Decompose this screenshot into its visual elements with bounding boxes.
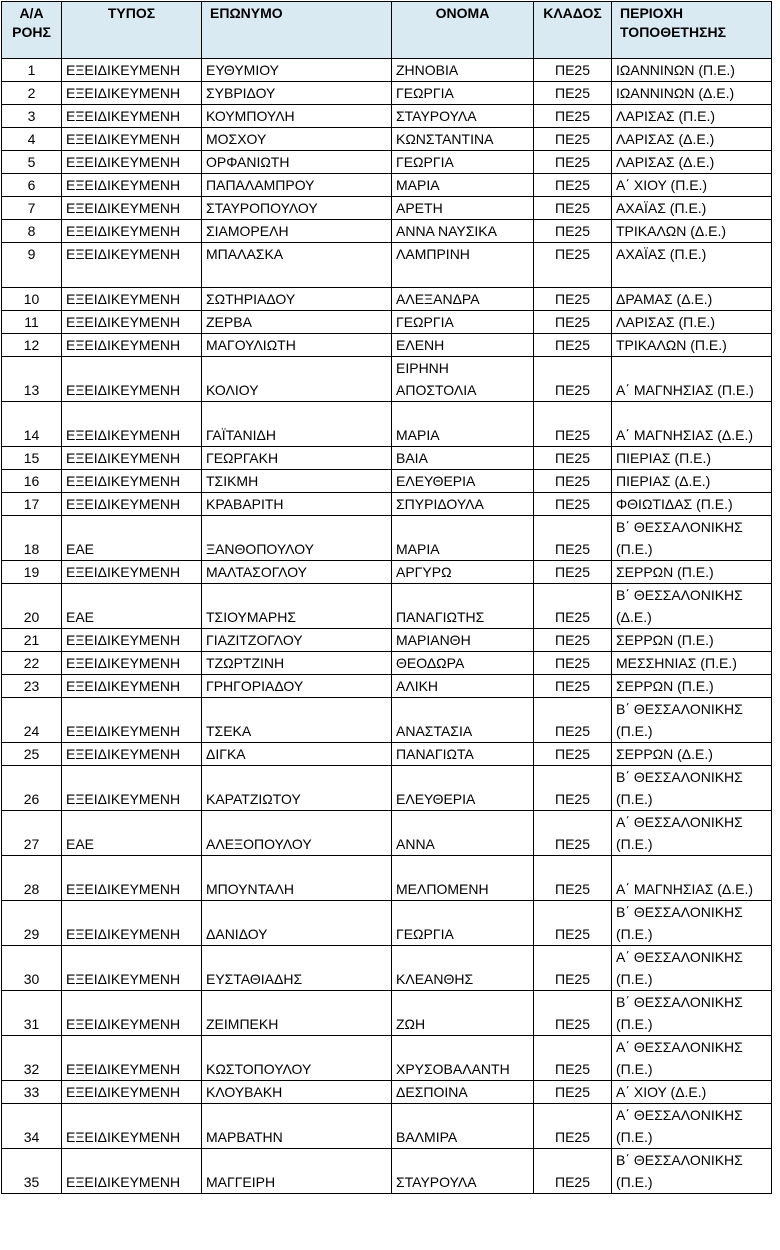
cell-branch: ΠΕ25 bbox=[534, 59, 612, 82]
cell-branch: ΠΕ25 bbox=[534, 1104, 612, 1149]
cell-branch: ΠΕ25 bbox=[534, 811, 612, 856]
table-row bbox=[2, 105, 772, 128]
placement-table bbox=[1, 1, 772, 1194]
cell-region: ΜΕΣΣΗΝΙΑΣ (Π.Ε.) bbox=[612, 652, 772, 675]
cell-region: Β΄ ΘΕΣΣΑΛΟΝΙΚΗΣ (Π.Ε.) bbox=[612, 991, 772, 1036]
cell-surname: ΣΙΑΜΟΡΕΛΗ bbox=[202, 220, 392, 243]
cell-surname: ΔΙΓΚΑ bbox=[202, 743, 392, 766]
cell-no: 11 bbox=[2, 311, 62, 334]
cell-no: 12 bbox=[2, 334, 62, 357]
cell-no: 27 bbox=[2, 811, 62, 856]
cell-surname: ΕΥΘΥΜΙΟΥ bbox=[202, 59, 392, 82]
cell-surname: ΚΟΥΜΠΟΥΛΗ bbox=[202, 105, 392, 128]
cell-branch: ΠΕ25 bbox=[534, 561, 612, 584]
cell-name: ΣΤΑΥΡΟΥΛΑ bbox=[392, 105, 534, 128]
cell-branch: ΠΕ25 bbox=[534, 584, 612, 629]
cell-surname: ΠΑΠΑΛΑΜΠΡΟΥ bbox=[202, 174, 392, 197]
cell-no: 16 bbox=[2, 470, 62, 493]
cell-surname: ΜΟΣΧΟΥ bbox=[202, 128, 392, 151]
cell-surname: ΤΣΙΚΜΗ bbox=[202, 470, 392, 493]
table-row bbox=[2, 991, 772, 1036]
cell-branch: ΠΕ25 bbox=[534, 470, 612, 493]
cell-name: ΒΑΙΑ bbox=[392, 447, 534, 470]
cell-surname: ΓΕΩΡΓΑΚΗ bbox=[202, 447, 392, 470]
cell-type: ΕΞΕΙΔΙΚΕΥΜΕΝΗ bbox=[62, 675, 202, 698]
cell-branch: ΠΕ25 bbox=[534, 105, 612, 128]
cell-no: 23 bbox=[2, 675, 62, 698]
cell-name: ΑΡΓΥΡΩ bbox=[392, 561, 534, 584]
table-row bbox=[2, 901, 772, 946]
cell-name: ΖΩΗ bbox=[392, 991, 534, 1036]
cell-name: ΘΕΟΔΩΡΑ bbox=[392, 652, 534, 675]
cell-branch: ΠΕ25 bbox=[534, 288, 612, 311]
cell-name: ΑΝΝΑ ΝΑΥΣΙΚΑ bbox=[392, 220, 534, 243]
cell-name: ΜΑΡΙΑΝΘΗ bbox=[392, 629, 534, 652]
cell-no: 10 bbox=[2, 288, 62, 311]
cell-type: ΕΞΕΙΔΙΚΕΥΜΕΝΗ bbox=[62, 493, 202, 516]
cell-branch: ΠΕ25 bbox=[534, 675, 612, 698]
cell-region: ΣΕΡΡΩΝ (Π.Ε.) bbox=[612, 561, 772, 584]
cell-branch: ΠΕ25 bbox=[534, 334, 612, 357]
cell-branch: ΠΕ25 bbox=[534, 174, 612, 197]
cell-surname: ΚΩΣΤΟΠΟΥΛΟΥ bbox=[202, 1036, 392, 1081]
table-row bbox=[2, 174, 772, 197]
cell-region: Β΄ ΘΕΣΣΑΛΟΝΙΚΗΣ (Π.Ε.) bbox=[612, 1149, 772, 1194]
cell-type: ΕΞΕΙΔΙΚΕΥΜΕΝΗ bbox=[62, 1104, 202, 1149]
cell-no: 6 bbox=[2, 174, 62, 197]
cell-name: ΓΕΩΡΓΙΑ bbox=[392, 151, 534, 174]
cell-type: ΕΞΕΙΔΙΚΕΥΜΕΝΗ bbox=[62, 946, 202, 991]
table-row bbox=[2, 743, 772, 766]
cell-branch: ΠΕ25 bbox=[534, 220, 612, 243]
cell-region: Α΄ ΧΙΟΥ (Δ.Ε.) bbox=[612, 1081, 772, 1104]
cell-type: ΕΞΕΙΔΙΚΕΥΜΕΝΗ bbox=[62, 288, 202, 311]
cell-region: Β΄ ΘΕΣΣΑΛΟΝΙΚΗΣ (Δ.Ε.) bbox=[612, 584, 772, 629]
cell-type: ΕΞΕΙΔΙΚΕΥΜΕΝΗ bbox=[62, 991, 202, 1036]
cell-name: ΓΕΩΡΓΙΑ bbox=[392, 311, 534, 334]
cell-no: 25 bbox=[2, 743, 62, 766]
cell-branch: ΠΕ25 bbox=[534, 856, 612, 901]
table-row bbox=[2, 402, 772, 447]
cell-no: 3 bbox=[2, 105, 62, 128]
cell-type: ΕΞΕΙΔΙΚΕΥΜΕΝΗ bbox=[62, 197, 202, 220]
cell-type: ΕΞΕΙΔΙΚΕΥΜΕΝΗ bbox=[62, 470, 202, 493]
cell-branch: ΠΕ25 bbox=[534, 402, 612, 447]
cell-no: 19 bbox=[2, 561, 62, 584]
cell-surname: ΜΠΑΛΑΣΚΑ bbox=[202, 243, 392, 288]
cell-no: 7 bbox=[2, 197, 62, 220]
cell-region: Β΄ ΘΕΣΣΑΛΟΝΙΚΗΣ (Π.Ε.) bbox=[612, 766, 772, 811]
cell-no: 28 bbox=[2, 856, 62, 901]
cell-type: ΕΞΕΙΔΙΚΕΥΜΕΝΗ bbox=[62, 59, 202, 82]
table-row bbox=[2, 151, 772, 174]
cell-surname: ΤΖΩΡΤΖΙΝΗ bbox=[202, 652, 392, 675]
cell-no: 30 bbox=[2, 946, 62, 991]
cell-surname: ΜΑΡΒΑΤΗΝ bbox=[202, 1104, 392, 1149]
cell-no: 35 bbox=[2, 1149, 62, 1194]
cell-surname: ΜΑΓΓΕΙΡΗ bbox=[202, 1149, 392, 1194]
header-branch: ΚΛΑΔΟΣ bbox=[534, 2, 612, 59]
table-row bbox=[2, 197, 772, 220]
cell-type: ΕΞΕΙΔΙΚΕΥΜΕΝΗ bbox=[62, 334, 202, 357]
cell-type: ΕΞΕΙΔΙΚΕΥΜΕΝΗ bbox=[62, 105, 202, 128]
header-region: ΠΕΡΙΟΧΗ ΤΟΠΟΘΕΤΗΣΗΣ bbox=[612, 2, 772, 59]
cell-name: ΓΕΩΡΓΙΑ bbox=[392, 82, 534, 105]
table-row bbox=[2, 311, 772, 334]
cell-name: ΣΤΑΥΡΟΥΛΑ bbox=[392, 1149, 534, 1194]
cell-type: ΕΞΕΙΔΙΚΕΥΜΕΝΗ bbox=[62, 357, 202, 402]
table-row bbox=[2, 516, 772, 561]
cell-no: 4 bbox=[2, 128, 62, 151]
cell-surname: ΤΣΙΟΥΜΑΡΗΣ bbox=[202, 584, 392, 629]
cell-name: ΠΑΝΑΓΙΩΤΗΣ bbox=[392, 584, 534, 629]
cell-no: 17 bbox=[2, 493, 62, 516]
cell-name: ΜΑΡΙΑ bbox=[392, 516, 534, 561]
cell-name: ΑΡΕΤΗ bbox=[392, 197, 534, 220]
cell-region: ΑΧΑΪΑΣ (Π.Ε.) bbox=[612, 197, 772, 220]
cell-type: ΕΞΕΙΔΙΚΕΥΜΕΝΗ bbox=[62, 243, 202, 288]
cell-surname: ΚΛΟΥΒΑΚΗ bbox=[202, 1081, 392, 1104]
cell-branch: ΠΕ25 bbox=[534, 1036, 612, 1081]
cell-type: ΕΞΕΙΔΙΚΕΥΜΕΝΗ bbox=[62, 652, 202, 675]
cell-type: ΕΞΕΙΔΙΚΕΥΜΕΝΗ bbox=[62, 82, 202, 105]
cell-no: 34 bbox=[2, 1104, 62, 1149]
cell-type: ΕΞΕΙΔΙΚΕΥΜΕΝΗ bbox=[62, 151, 202, 174]
cell-region: ΛΑΡΙΣΑΣ (Π.Ε.) bbox=[612, 105, 772, 128]
cell-name: ΧΡΥΣΟΒΑΛΑΝΤΗ bbox=[392, 1036, 534, 1081]
cell-region: Β΄ ΘΕΣΣΑΛΟΝΙΚΗΣ (Π.Ε.) bbox=[612, 901, 772, 946]
cell-no: 29 bbox=[2, 901, 62, 946]
cell-type: ΕΞΕΙΔΙΚΕΥΜΕΝΗ bbox=[62, 743, 202, 766]
cell-region: ΤΡΙΚΑΛΩΝ (Π.Ε.) bbox=[612, 334, 772, 357]
cell-surname: ΖΕΙΜΠΕΚΗ bbox=[202, 991, 392, 1036]
cell-name: ΒΑΛΜΙΡΑ bbox=[392, 1104, 534, 1149]
table-row bbox=[2, 334, 772, 357]
cell-region: ΦΘΙΩΤΙΔΑΣ (Π.Ε.) bbox=[612, 493, 772, 516]
table-row bbox=[2, 946, 772, 991]
cell-name: ΜΑΡΙΑ bbox=[392, 402, 534, 447]
cell-name: ΣΠΥΡΙΔΟΥΛΑ bbox=[392, 493, 534, 516]
cell-region: ΛΑΡΙΣΑΣ (Π.Ε.) bbox=[612, 311, 772, 334]
cell-surname: ΖΕΡΒΑ bbox=[202, 311, 392, 334]
cell-branch: ΠΕ25 bbox=[534, 743, 612, 766]
cell-branch: ΠΕ25 bbox=[534, 197, 612, 220]
table-row bbox=[2, 220, 772, 243]
cell-surname: ΔΑΝΙΔΟΥ bbox=[202, 901, 392, 946]
cell-region: Β΄ ΘΕΣΣΑΛΟΝΙΚΗΣ (Π.Ε.) bbox=[612, 516, 772, 561]
cell-branch: ΠΕ25 bbox=[534, 1149, 612, 1194]
cell-surname: ΣΤΑΥΡΟΠΟΥΛΟΥ bbox=[202, 197, 392, 220]
cell-type: ΕΞΕΙΔΙΚΕΥΜΕΝΗ bbox=[62, 174, 202, 197]
cell-no: 31 bbox=[2, 991, 62, 1036]
cell-no: 21 bbox=[2, 629, 62, 652]
cell-branch: ΠΕ25 bbox=[534, 1081, 612, 1104]
table-row bbox=[2, 629, 772, 652]
cell-region: Α΄ ΜΑΓΝΗΣΙΑΣ (Δ.Ε.) bbox=[612, 402, 772, 447]
cell-branch: ΠΕ25 bbox=[534, 946, 612, 991]
cell-no: 18 bbox=[2, 516, 62, 561]
cell-type: ΕΞΕΙΔΙΚΕΥΜΕΝΗ bbox=[62, 561, 202, 584]
cell-no: 24 bbox=[2, 698, 62, 743]
cell-region: ΛΑΡΙΣΑΣ (Δ.Ε.) bbox=[612, 128, 772, 151]
cell-region: ΛΑΡΙΣΑΣ (Δ.Ε.) bbox=[612, 151, 772, 174]
cell-name: ΕΛΕΝΗ bbox=[392, 334, 534, 357]
cell-name: ΑΝΑΣΤΑΣΙΑ bbox=[392, 698, 534, 743]
header-row bbox=[2, 2, 772, 59]
cell-no: 32 bbox=[2, 1036, 62, 1081]
cell-type: ΕΞΕΙΔΙΚΕΥΜΕΝΗ bbox=[62, 1081, 202, 1104]
cell-branch: ΠΕ25 bbox=[534, 357, 612, 402]
table-row bbox=[2, 447, 772, 470]
cell-no: 13 bbox=[2, 357, 62, 402]
header-name: ΟΝΟΜΑ bbox=[392, 2, 534, 59]
header-type: ΤΥΠΟΣ bbox=[62, 2, 202, 59]
cell-branch: ΠΕ25 bbox=[534, 516, 612, 561]
cell-region: Β΄ ΘΕΣΣΑΛΟΝΙΚΗΣ (Π.Ε.) bbox=[612, 698, 772, 743]
cell-surname: ΟΡΦΑΝΙΩΤΗ bbox=[202, 151, 392, 174]
cell-branch: ΠΕ25 bbox=[534, 629, 612, 652]
cell-name: ΚΛΕΑΝΘΗΣ bbox=[392, 946, 534, 991]
table-row bbox=[2, 1149, 772, 1194]
cell-name: ΔΕΣΠΟΙΝΑ bbox=[392, 1081, 534, 1104]
cell-branch: ΠΕ25 bbox=[534, 447, 612, 470]
cell-no: 8 bbox=[2, 220, 62, 243]
cell-type: ΕΞΕΙΔΙΚΕΥΜΕΝΗ bbox=[62, 901, 202, 946]
cell-region: ΙΩΑΝΝΙΝΩΝ (Π.Ε.) bbox=[612, 59, 772, 82]
cell-no: 26 bbox=[2, 766, 62, 811]
cell-no: 22 bbox=[2, 652, 62, 675]
cell-name: ΛΑΜΠΡΙΝΗ bbox=[392, 243, 534, 288]
table-row bbox=[2, 288, 772, 311]
cell-branch: ΠΕ25 bbox=[534, 991, 612, 1036]
table-row bbox=[2, 243, 772, 288]
cell-surname: ΓΡΗΓΟΡΙΑΔΟΥ bbox=[202, 675, 392, 698]
cell-name: ΕΙΡΗΝΗ ΑΠΟΣΤΟΛΙΑ bbox=[392, 357, 534, 402]
cell-surname: ΓΙΑΖΙΤΖΟΓΛΟΥ bbox=[202, 629, 392, 652]
cell-no: 33 bbox=[2, 1081, 62, 1104]
table-row bbox=[2, 493, 772, 516]
table-row bbox=[2, 561, 772, 584]
cell-name: ΜΕΛΠΟΜΕΝΗ bbox=[392, 856, 534, 901]
cell-region: Α΄ ΧΙΟΥ (Π.Ε.) bbox=[612, 174, 772, 197]
cell-surname: ΕΥΣΤΑΘΙΑΔΗΣ bbox=[202, 946, 392, 991]
cell-surname: ΣΥΒΡΙΔΟΥ bbox=[202, 82, 392, 105]
cell-branch: ΠΕ25 bbox=[534, 82, 612, 105]
cell-name: ΕΛΕΥΘΕΡΙΑ bbox=[392, 766, 534, 811]
cell-no: 20 bbox=[2, 584, 62, 629]
cell-type: ΕΑΕ bbox=[62, 811, 202, 856]
cell-region: Α΄ ΜΑΓΝΗΣΙΑΣ (Π.Ε.) bbox=[612, 357, 772, 402]
cell-type: ΕΞΕΙΔΙΚΕΥΜΕΝΗ bbox=[62, 447, 202, 470]
cell-region: ΙΩΑΝΝΙΝΩΝ (Δ.Ε.) bbox=[612, 82, 772, 105]
cell-surname: ΜΠΟΥΝΤΑΛΗ bbox=[202, 856, 392, 901]
table-row bbox=[2, 652, 772, 675]
cell-branch: ΠΕ25 bbox=[534, 151, 612, 174]
cell-region: Α΄ ΘΕΣΣΑΛΟΝΙΚΗΣ (Π.Ε.) bbox=[612, 1036, 772, 1081]
cell-region: ΠΙΕΡΙΑΣ (Π.Ε.) bbox=[612, 447, 772, 470]
cell-no: 9 bbox=[2, 243, 62, 288]
cell-branch: ΠΕ25 bbox=[534, 243, 612, 288]
cell-type: ΕΞΕΙΔΙΚΕΥΜΕΝΗ bbox=[62, 311, 202, 334]
cell-surname: ΑΛΕΞΟΠΟΥΛΟΥ bbox=[202, 811, 392, 856]
cell-no: 15 bbox=[2, 447, 62, 470]
cell-no: 2 bbox=[2, 82, 62, 105]
cell-region: ΑΧΑΪΑΣ (Π.Ε.) bbox=[612, 243, 772, 288]
cell-name: ΖΗΝΟΒΙΑ bbox=[392, 59, 534, 82]
table-row bbox=[2, 584, 772, 629]
table-row bbox=[2, 128, 772, 151]
table-row bbox=[2, 1081, 772, 1104]
table-row bbox=[2, 470, 772, 493]
cell-branch: ΠΕ25 bbox=[534, 766, 612, 811]
table-row bbox=[2, 856, 772, 901]
cell-name: ΑΝΝΑ bbox=[392, 811, 534, 856]
cell-type: ΕΞΕΙΔΙΚΕΥΜΕΝΗ bbox=[62, 698, 202, 743]
cell-branch: ΠΕ25 bbox=[534, 493, 612, 516]
table-row bbox=[2, 357, 772, 402]
cell-region: ΣΕΡΡΩΝ (Π.Ε.) bbox=[612, 629, 772, 652]
cell-branch: ΠΕ25 bbox=[534, 652, 612, 675]
cell-type: ΕΞΕΙΔΙΚΕΥΜΕΝΗ bbox=[62, 629, 202, 652]
cell-surname: ΚΡΑΒΑΡΙΤΗ bbox=[202, 493, 392, 516]
cell-surname: ΜΑΛΤΑΣΟΓΛΟΥ bbox=[202, 561, 392, 584]
cell-type: ΕΑΕ bbox=[62, 516, 202, 561]
cell-name: ΑΛΕΞΑΝΔΡΑ bbox=[392, 288, 534, 311]
table-row bbox=[2, 59, 772, 82]
cell-surname: ΤΣΕΚΑ bbox=[202, 698, 392, 743]
cell-region: ΤΡΙΚΑΛΩΝ (Δ.Ε.) bbox=[612, 220, 772, 243]
cell-region: Α΄ ΘΕΣΣΑΛΟΝΙΚΗΣ (Π.Ε.) bbox=[612, 1104, 772, 1149]
cell-branch: ΠΕ25 bbox=[534, 901, 612, 946]
table-row bbox=[2, 811, 772, 856]
cell-surname: ΚΟΛΙΟΥ bbox=[202, 357, 392, 402]
cell-type: ΕΞΕΙΔΙΚΕΥΜΕΝΗ bbox=[62, 220, 202, 243]
cell-type: ΕΞΕΙΔΙΚΕΥΜΕΝΗ bbox=[62, 1036, 202, 1081]
cell-surname: ΣΩΤΗΡΙΑΔΟΥ bbox=[202, 288, 392, 311]
cell-region: Α΄ ΘΕΣΣΑΛΟΝΙΚΗΣ (Π.Ε.) bbox=[612, 811, 772, 856]
cell-no: 14 bbox=[2, 402, 62, 447]
cell-region: Α΄ ΘΕΣΣΑΛΟΝΙΚΗΣ (Π.Ε.) bbox=[612, 946, 772, 991]
cell-region: ΣΕΡΡΩΝ (Π.Ε.) bbox=[612, 675, 772, 698]
table-row bbox=[2, 766, 772, 811]
cell-surname: ΞΑΝΘΟΠΟΥΛΟΥ bbox=[202, 516, 392, 561]
cell-no: 5 bbox=[2, 151, 62, 174]
table-row bbox=[2, 82, 772, 105]
cell-name: ΑΛΙΚΗ bbox=[392, 675, 534, 698]
cell-type: ΕΞΕΙΔΙΚΕΥΜΕΝΗ bbox=[62, 1149, 202, 1194]
table-header bbox=[2, 2, 772, 59]
cell-branch: ΠΕ25 bbox=[534, 128, 612, 151]
table-row bbox=[2, 1104, 772, 1149]
cell-name: ΠΑΝΑΓΙΩΤΑ bbox=[392, 743, 534, 766]
cell-no: 1 bbox=[2, 59, 62, 82]
cell-type: ΕΑΕ bbox=[62, 584, 202, 629]
table-row bbox=[2, 1036, 772, 1081]
table-row bbox=[2, 698, 772, 743]
cell-surname: ΜΑΓΟΥΛΙΩΤΗ bbox=[202, 334, 392, 357]
cell-surname: ΚΑΡΑΤΖΙΩΤΟΥ bbox=[202, 766, 392, 811]
cell-region: ΔΡΑΜΑΣ (Δ.Ε.) bbox=[612, 288, 772, 311]
table-row bbox=[2, 675, 772, 698]
cell-region: Α΄ ΜΑΓΝΗΣΙΑΣ (Δ.Ε.) bbox=[612, 856, 772, 901]
cell-type: ΕΞΕΙΔΙΚΕΥΜΕΝΗ bbox=[62, 402, 202, 447]
cell-name: ΓΕΩΡΓΙΑ bbox=[392, 901, 534, 946]
header-surname: ΕΠΩΝΥΜΟ bbox=[202, 2, 392, 59]
cell-type: ΕΞΕΙΔΙΚΕΥΜΕΝΗ bbox=[62, 128, 202, 151]
cell-type: ΕΞΕΙΔΙΚΕΥΜΕΝΗ bbox=[62, 856, 202, 901]
cell-type: ΕΞΕΙΔΙΚΕΥΜΕΝΗ bbox=[62, 766, 202, 811]
cell-name: ΕΛΕΥΘΕΡΙΑ bbox=[392, 470, 534, 493]
cell-name: ΜΑΡΙΑ bbox=[392, 174, 534, 197]
cell-surname: ΓΑΪΤΑΝΙΔΗ bbox=[202, 402, 392, 447]
table-body bbox=[2, 59, 772, 1194]
cell-branch: ΠΕ25 bbox=[534, 698, 612, 743]
cell-region: ΣΕΡΡΩΝ (Δ.Ε.) bbox=[612, 743, 772, 766]
cell-name: ΚΩΝΣΤΑΝΤΙΝΑ bbox=[392, 128, 534, 151]
header-no: Α/Α ΡΟΗΣ bbox=[2, 2, 62, 59]
cell-branch: ΠΕ25 bbox=[534, 311, 612, 334]
cell-region: ΠΙΕΡΙΑΣ (Δ.Ε.) bbox=[612, 470, 772, 493]
